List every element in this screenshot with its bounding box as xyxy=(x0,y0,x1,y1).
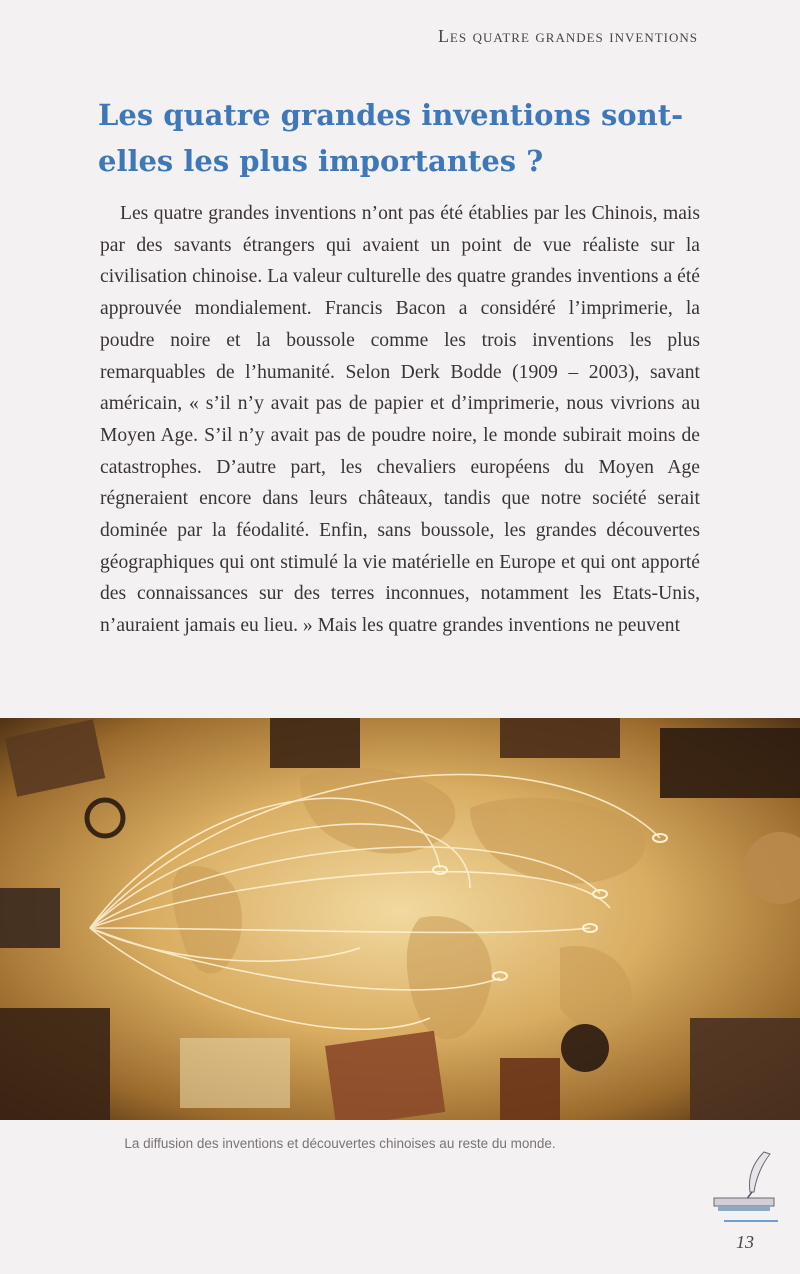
article-paragraph: Les quatre grandes inventions n’ont pas été établies par les Chinois, mais par des savants étrangers qui avaient un point de vue réaliste sur la civilisation chinoise. La valeur culturelle des quatre grandes inventions a été approuvée mondialement. Francis Bacon a considéré l’imprimerie, la poudre noire et la boussole comme les trois inventions les plus remarquables de l’humanité. Selon Derk Bodde (1909 – 2003), savant américain, « s’il n’y avait pas de papier et d’imprimerie, nous vivrions au Moyen Age. S’il n’y avait pas de poudre noire, le monde subirait moins de catastrophes. D’autre part, les chevaliers européens du Moyen Age régneraient encore dans leurs châteaux, tandis que notre société serait dominée par la féodalité. Enfin, sans boussole, les grandes découvertes géographiques qui ont stimulé la vie matérielle en Europe et qui ont apporté des connaissances sur des terres inconnues, notamment les Etats-Unis, n’auraient jamais eu lieu. » Mais les quatre grandes inventions ne peuvent xyxy=(100,203,700,637)
page-number: 13 xyxy=(736,1232,754,1252)
running-header: Les quatre grandes inventions xyxy=(437,26,698,46)
world-map-photo xyxy=(0,718,800,1120)
quill-ornament-icon xyxy=(706,1148,782,1222)
article-title: Les quatre grandes inventions sont-elles les plus importantes ? xyxy=(98,98,684,178)
page-rule xyxy=(724,1220,778,1222)
figure-caption: La diffusion des inventions et découvertes chinoises au reste du monde. xyxy=(124,1136,556,1151)
